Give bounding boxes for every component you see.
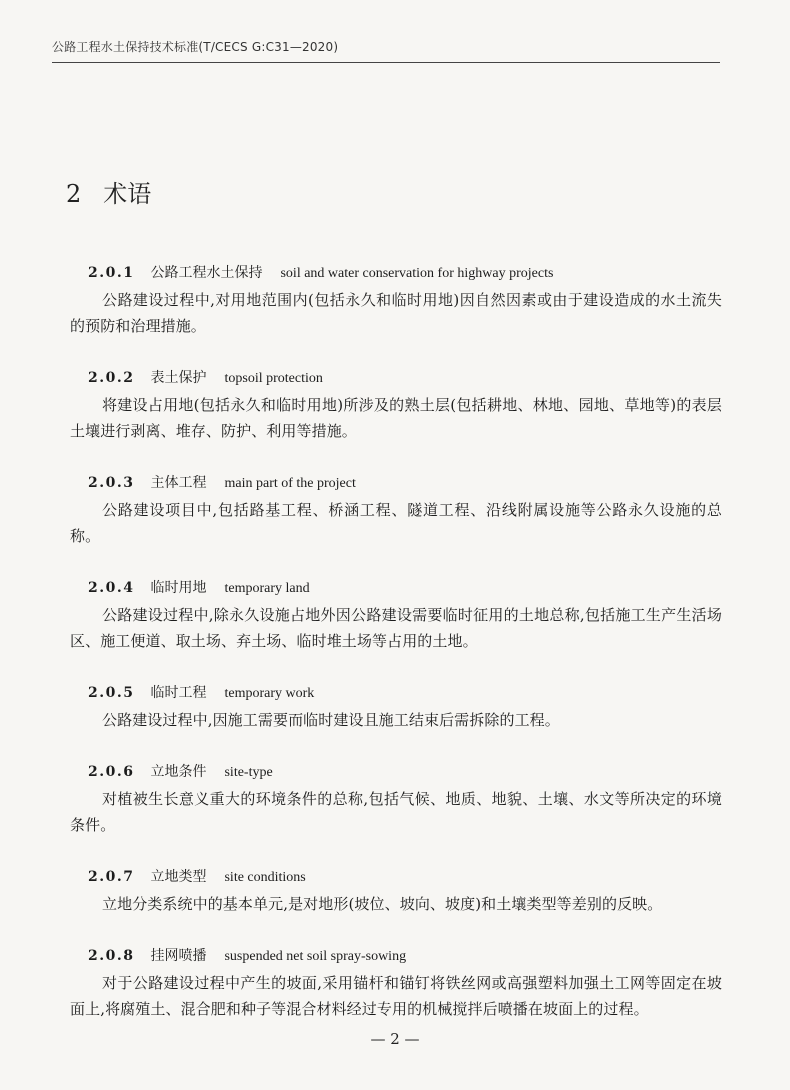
term-heading [70,472,722,495]
term-english-name: temporary land [224,581,310,596]
term-entry [70,472,722,549]
term-chinese-name: 临时工程 [150,685,207,701]
term-english-name: main part of the project [224,476,356,491]
term-heading [70,262,722,285]
term-english-name: soil and water conservation for highway projects [280,266,554,281]
term-definition: 公路建设过程中,因施工需要而临时建设且施工结束后需拆除的工程。 [102,711,560,729]
term-entry [70,761,722,838]
term-english-name: topsoil protection [224,371,323,386]
term-entry [70,945,722,1022]
term-chinese-name: 挂网喷播 [150,948,207,964]
chapter-title [66,174,151,209]
term-english-name: temporary work [224,686,315,701]
header-rule [52,62,720,63]
term-english-name: site-type [224,765,273,780]
term-chinese-name: 公路工程水土保持 [150,265,263,281]
terms-list [70,262,722,1050]
term-chinese-name: 立地类型 [150,869,207,885]
term-entry [70,682,722,733]
term-number: 2.0.4 [88,580,135,596]
term-number: 2.0.8 [88,948,135,964]
term-definition: 对于公路建设过程中产生的坡面,采用锚杆和锚钉将铁丝网或高强塑料加强土工网等固定在坡面上,将腐殖土、混合肥和种子等混合材料经过专用的机械搅拌后喷播在坡面上的过程。 [70,974,722,1018]
term-definition: 将建设占用地(包括永久和临时用地)所涉及的熟土层(包括耕地、林地、园地、草地等)的表层土壤进行剥离、堆存、防护、利用等措施。 [70,396,722,440]
term-definition: 公路建设项目中,包括路基工程、桥涵工程、隧道工程、沿线附属设施等公路永久设施的总称。 [70,501,722,545]
term-definition: 公路建设过程中,除永久设施占地外因公路建设需要临时征用的土地总称,包括施工生产生活场区、施工便道、取土场、弃土场、临时堆土场等占用的土地。 [70,606,722,650]
term-number: 2.0.7 [88,869,135,885]
term-heading [70,682,722,705]
term-heading [70,761,722,784]
term-entry [70,262,722,339]
term-definition: 公路建设过程中,对用地范围内(包括永久和临时用地)因自然因素或由于建设造成的水土流失的预防和治理措施。 [70,291,722,335]
term-chinese-name: 主体工程 [150,475,207,491]
term-heading [70,945,722,968]
chapter-number: 2 [66,180,82,209]
term-number: 2.0.5 [88,685,135,701]
chapter-name: 术语 [103,180,152,209]
term-heading [70,577,722,600]
term-chinese-name: 表土保护 [150,370,207,386]
term-english-name: site conditions [224,870,306,885]
term-definition: 对植被生长意义重大的环境条件的总称,包括气候、地质、地貌、土壤、水文等所决定的环境条件。 [70,790,722,834]
term-chinese-name: 立地条件 [150,764,207,780]
term-chinese-name: 临时用地 [150,580,207,596]
term-number: 2.0.2 [88,370,135,386]
term-heading [70,866,722,889]
page-number: — 2 — [370,1030,420,1048]
running-header: 公路工程水土保持技术标准(T/CECS G:C31—2020) [52,40,339,54]
term-english-name: suspended net soil spray-sowing [224,949,407,964]
term-entry [70,577,722,654]
term-heading [70,367,722,390]
term-number: 2.0.6 [88,764,135,780]
term-number: 2.0.1 [88,265,135,281]
term-entry [70,367,722,444]
term-definition: 立地分类系统中的基本单元,是对地形(坡位、坡向、坡度)和土壤类型等差别的反映。 [102,895,663,913]
term-entry [70,866,722,917]
term-number: 2.0.3 [88,475,135,491]
